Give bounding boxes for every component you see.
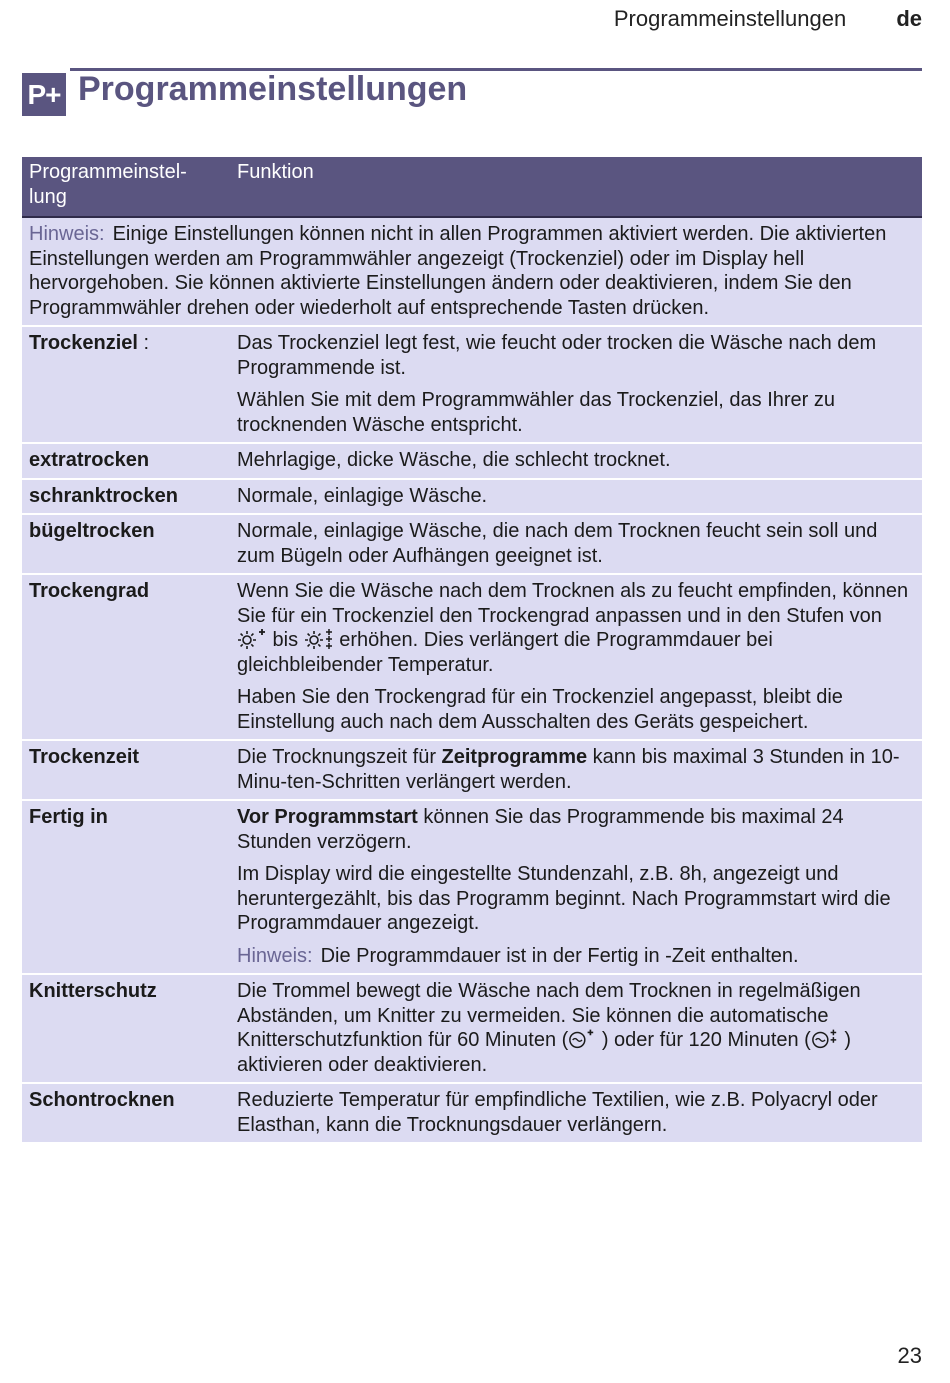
general-note — [22, 217, 922, 326]
text-run: Die Trocknungszeit für — [237, 746, 442, 768]
column-header-setting: Programmeinstel- lung — [22, 157, 230, 217]
table-row — [22, 443, 922, 479]
row-note — [237, 944, 914, 969]
setting-description: Reduzierte Temperatur für empfindliche Textilien, wie z.B. Polyacryl oder Elasthan, kann die Trocknungsdauer verlängern. — [230, 1083, 922, 1142]
table-note-row — [22, 217, 922, 326]
description-paragraph: Wählen Sie mit dem Programmwähler das Trockenziel, das Ihrer zu trocknenden Wäsche entspricht. — [237, 389, 836, 436]
note-text: Die Programmdauer ist in der Fertig in -Zeit enthalten. — [320, 944, 799, 967]
setting-label: Knitterschutz — [22, 974, 230, 1083]
setting-description — [230, 574, 922, 740]
table-row — [22, 514, 922, 574]
table-row — [22, 800, 922, 974]
table-row — [22, 479, 922, 515]
sun-plus-icon — [237, 628, 267, 650]
setting-label: bügeltrocken — [22, 514, 230, 574]
section-title — [22, 68, 922, 120]
setting-label: extratrocken — [22, 443, 230, 479]
table-row — [22, 1083, 922, 1142]
setting-label: Schontrocknen — [22, 1083, 230, 1142]
running-header — [614, 6, 922, 32]
text-run: bis — [267, 629, 304, 651]
setting-description — [230, 326, 922, 443]
description-paragraph: Das Trockenziel legt fest, wie feucht oder trocken die Wäsche nach dem Programmende ist. — [237, 332, 877, 379]
table-row — [22, 326, 922, 443]
setting-label: Fertig in — [22, 800, 230, 974]
note-label: Hinweis: — [29, 223, 105, 245]
setting-description — [230, 800, 922, 974]
settings-table — [22, 157, 922, 1142]
bold-term: Vor Programmstart — [237, 806, 418, 828]
table-row — [22, 574, 922, 740]
note-label: Hinweis: — [237, 944, 313, 967]
column-header-function: Funktion — [230, 157, 922, 217]
text-run: ) oder für 120 Minuten ( — [596, 1029, 811, 1051]
description-paragraph — [237, 579, 914, 677]
sun-plus-plus-plus-icon — [304, 628, 334, 650]
table-header-row — [22, 157, 922, 217]
setting-description: Normale, einlagige Wäsche. — [230, 479, 922, 515]
setting-label: Trockengrad — [22, 574, 230, 740]
setting-description: Mehrlagige, dicke Wäsche, die schlecht trocknet. — [230, 443, 922, 479]
description-paragraph: Haben Sie den Trockengrad für ein Trockenziel angepasst, bleibt die Einstellung auch nach dem Ausschalten des Geräts gespeichert. — [237, 686, 843, 733]
table-row — [22, 974, 922, 1083]
running-header-section: Programmeinstellungen — [613, 6, 847, 31]
text-run: kann bis maximal 3 Stunden in 10-Minu-ten-Schritten verlängert werden. — [237, 746, 900, 793]
bold-term: Zeitprogramme — [441, 746, 588, 768]
setting-label: Trockenzeit — [22, 740, 230, 800]
text-run: Wenn Sie die Wäsche nach dem Trocknen als zu feucht empfinden, können Sie für ein Trockenziel den Trockengrad anpassen und in den Stufen von — [237, 580, 909, 627]
note-text: Einige Einstellungen können nicht in allen Programmen aktiviert werden. Die aktivierten Einstellungen werden am Programmwähler angezeigt (Trockenziel) oder im Display hell hervorgehoben. Sie können aktivierte Einstellungen ändern oder deaktivieren, indem Sie den Programmwähler drehen oder wiederholt auf entsprechende Tasten drücken. — [29, 223, 887, 319]
setting-suffix: : — [137, 332, 150, 354]
program-settings-icon: P+ — [22, 73, 66, 116]
setting-label — [22, 326, 230, 443]
page-title: Programmeinstellungen — [78, 70, 468, 108]
setting-description — [230, 974, 922, 1083]
table-row — [22, 740, 922, 800]
text-run: ) aktivieren oder deaktivieren. — [237, 1029, 852, 1076]
setting-name: Trockenziel — [29, 332, 138, 354]
description-paragraph: Im Display wird die eingestellte Stundenzahl, z.B. 8h, angezeigt und heruntergezählt, bis das Programm beginnt. Nach Programmstart wird die Programmdauer angezeigt. — [237, 863, 891, 934]
setting-label: schranktrocken — [22, 479, 230, 515]
language-code: de — [896, 6, 922, 31]
setting-description — [230, 740, 922, 800]
text-run: können Sie das Programmende bis maximal 24 Stunden verzögern. — [237, 806, 844, 853]
page-number: 23 — [897, 1343, 922, 1368]
text-run: Die Trommel bewegt die Wäsche nach dem Trocknen in regelmäßigen Abständen, um Knitter zu vermeiden. Sie können die automatische Knitterschutzfunktion für 60 Minuten ( — [237, 980, 861, 1051]
description-paragraph — [237, 805, 914, 854]
text-run: erhöhen. Dies verlängert die Programmdauer bei gleichbleibender Temperatur. — [237, 629, 773, 676]
anticrease-plus-plus-icon — [811, 1028, 839, 1050]
setting-description: Normale, einlagige Wäsche, die nach dem Trocknen feucht sein soll und zum Bügeln oder Aufhängen geeignet ist. — [230, 514, 922, 574]
anticrease-plus-icon — [568, 1028, 596, 1050]
